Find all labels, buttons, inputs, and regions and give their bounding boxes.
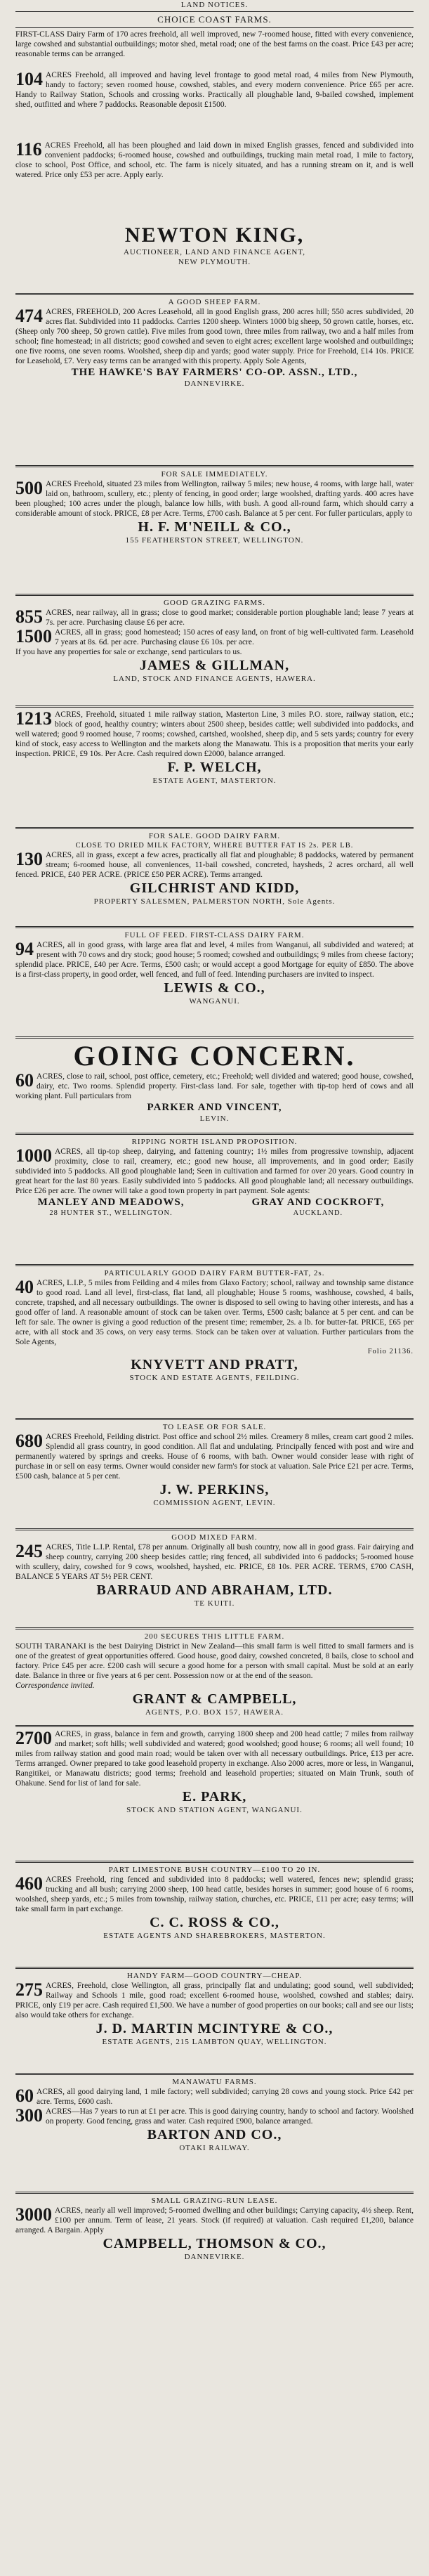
agent-title: LAND, STOCK AND FINANCE AGENTS, HAWERA. [113, 675, 316, 683]
coast-heading: CHOICE COAST FARMS. [157, 14, 272, 25]
agent-name: MANLEY AND MEADOWS, [37, 1197, 185, 1208]
divider [15, 293, 414, 295]
divider [15, 1133, 414, 1135]
ad-heading: FOR SALE. GOOD DAIRY FARM. [148, 832, 281, 840]
divider [15, 594, 414, 596]
agent-name: J. D. MARTIN MCINTYRE & CO., [95, 2021, 334, 2036]
ad-acreage: 855 [15, 606, 43, 627]
ad-acreage: 2700 [15, 1729, 52, 1748]
ad-acreage: 60 [15, 2086, 34, 2106]
agent-title: PROPERTY SALESMEN, PALMERSTON NORTH, Sole Agents. [93, 897, 336, 906]
agent-name: KNYVETT AND PRATT, [131, 1357, 298, 1372]
ad-acreage: 680 [15, 1431, 43, 1451]
agent-name: PARKER AND VINCENT, [147, 1102, 282, 1113]
ad-heading: FULL OF FEED. FIRST-CLASS DAIRY FARM. [124, 931, 305, 939]
ad-text: ACRES Freehold, all has been ploughed and laid down in mixed English grasses, fenced and subdivided into convenient paddocks; 6-roomed house, cowshed and outbuildings, trucking main metal road, 1 mile to factory, close to school, Post Office, and school, etc. The farm is nicely situated, and has a running stream on it, and is well watered. Price only £53 per acre. Apply early. [15, 141, 414, 179]
agent-name: LEWIS & CO., [164, 980, 265, 996]
agent-name: JAMES & GILLMAN, [139, 658, 290, 673]
ad-text: ACRES, Freehold, situated 1 mile railway station, Masterton Line, 3 miles P.O. store, railway station, etc.; block of good, healthy country; winters about 2500 sheep, besides cattle; well subdivided into paddocks, and well watered; good 9 roomed house, 7 rooms; cowshed, cartshed, woolshed, sheep dip, and 5 sets yards; country for every kind of stock, easy access to Wellington and the markets along the Manawatu. This is a proposition that merits your early inspection. PRICE, £9 10s. Per Acre. Cash required down £2000, balance arranged. [15, 710, 414, 758]
agent-name: BARTON AND CO., [147, 2127, 282, 2142]
ad-acreage: 245 [15, 1541, 43, 1561]
ad-text: ACRES, all good dairying land, 1 mile factory; well subdivided; carrying 28 cows and young stock. Price £42 per acre. Terms, £600 cash. [37, 2088, 414, 2106]
ad-gilchrist [15, 831, 414, 924]
ad-note: Correspondence invited. [15, 1681, 95, 1690]
agent-name: CAMPBELL, THOMSON & CO., [103, 2236, 326, 2251]
agent-name: C. C. ROSS & CO., [150, 1915, 279, 1930]
ad-text: ACRES, FREEHOLD, 200 Acres Leasehold, all in good English grass, 200 acres hill; 550 acres subdivided, 20 acres flat. Subdivided into 11 paddocks. Carries 1200 sheep. Winters 1000 big sheep, 50 grown cattle, horses, etc. (Sheep only 700 sheep, 50 grown cattle). Five miles from good town, three miles from railway, two and a half miles from school; fine homestead; in all districts; good cowshed and seven to eight acres; excellent large woolshed and outbuildings; one five rooms, one seven rooms. Woolshed, sheep dip and yards; good water supply. Price for Freehold, £14 10s. PRICE for Leasehold, £7. Very easy terms can be arranged with this property. Apply Sole Agents, [15, 308, 414, 365]
ad-text: ACRES, in grass, balance in fern and growth, carrying 1800 sheep and 200 head cattle; 7 miles from railway and market; soft hills; well subdivided and watered; good woolshed; good house; 6 rooms; all well found; 10 miles from railway station and good main road; would be taken over with all necessary outbuildings. Price, £13 per acre. Terms arranged. Owner prepared to take good leasehold property in exchange. Also 2000 acres, more or less, in Wanganui, Rangitikei, or Manawatu districts; good terms; freehold and leasehold properties; situated on Main Trunk, south of Ohakune. Send for list of land for sale. [15, 1730, 414, 1788]
ad-acreage: 460 [15, 1873, 43, 1894]
ad-heading: SMALL GRAZING-RUN LEASE. [151, 2197, 278, 2205]
ad-heading: PARTICULARLY GOOD DAIRY FARM BUTTER-FAT, 2s. [104, 1269, 325, 1277]
ad-heading: RIPPING NORTH ISLAND PROPOSITION. [131, 1138, 298, 1146]
ad-text: ACRES, L.I.P., 5 miles from Feilding and 4 miles from Glaxo Factory; school, railway and township same distance to good road. Land all level, first-class, flat land, all ploughable; House 5 rooms, washhouse, cowshed, 4 bails, concrete, trapshed, and all necessary outbuildings. The owner is disposed to sell owing to having other interests, and has a good offer of land. A reasonable amount of stock can be taken over. Terms, £500 cash; balance at 5 per cent. and can be left for sale. The owner is giving a good reduction of the present time; remember, 2s. a lb. for butter-fat. PRICE, £65 per acre, with all stock and 35 cows, on very easy terms. Stock can be taken over at valuation. Further particulars from the Sole Agents, [15, 1279, 414, 1346]
ad-heading: FOR SALE IMMEDIATELY. [161, 470, 268, 479]
divider [15, 1967, 414, 1969]
ad-park [15, 1729, 414, 1859]
agent-title: STOCK AND ESTATE AGENTS, FEILDING. [129, 1374, 300, 1382]
divider [15, 1418, 414, 1420]
agent-name: F. P. WELCH, [167, 760, 262, 775]
ad-text: ACRES, near railway, all in grass; close to good market; considerable portion ploughable land; lease 7 years at 7s. per acre. Purchasing clause £6 per acre. [46, 609, 414, 627]
ad-note: If you have any properties for sale or exchange, send particulars to us. [15, 648, 242, 656]
ad-text: FIRST-CLASS Dairy Farm of 170 acres freehold, all well improved, new 7-roomed house, fitted with every convenience, large cowshed and substantial outbuildings; motor shed, metal road; one of the best farms on the coast. Price £43 per acre; reasonable terms can be arranged. [15, 30, 414, 58]
agent-name: GRAY AND COCKROFT, [251, 1197, 385, 1208]
ad-text: ACRES, nearly all well improved; 5-roomed dwelling and other buildings; Carrying capacity, 4½ sheep. Rent, £100 per annum. Term of lease, 21 years. Stock (if required) at valuation. Cash required £1,200, balance arranged. A Bargain. Apply [15, 2206, 414, 2235]
agent-title: COMMISSION AGENT, LEVIN. [153, 1499, 276, 1507]
ad-acreage: 1500 [15, 626, 52, 646]
ad-heading: GOOD MIXED FARM. [171, 1533, 258, 1542]
ad-heading: HANDY FARM—GOOD COUNTRY—CHEAP. [126, 1972, 303, 1980]
ad-mneill [15, 469, 414, 592]
divider [15, 827, 414, 829]
section-header: LAND NOTICES. [180, 1, 249, 9]
ad-heading: MANAWATU FARMS. [172, 2078, 257, 2086]
ad-subheading: CLOSE TO DRIED MILK FACTORY, WHERE BUTTER FAT IS 2s. PER LB. [75, 842, 354, 850]
ad-text: ACRES Freehold, all improved and having level frontage to good metal road, 4 miles from New Plymouth, handy to factory; seven roomed house, cowshed, stables, and every modern convenience. Price £65 per acre. Handy to Railway Station, Schools and crossing works. Practically all ploughable land, 9-bailed cowshed, implement shed, outfitted and where 7 paddocks. Reasonable deposit £1500. [15, 71, 414, 109]
ad-barton [15, 2077, 414, 2190]
ad-heading: GOOD GRAZING FARMS. [163, 599, 265, 607]
divider [15, 926, 414, 928]
agent-address: 28 HUNTER ST., WELLINGTON. [49, 1209, 173, 1217]
ad-heading: 200 SECURES THIS LITTLE FARM. [144, 1632, 285, 1641]
divider [15, 705, 414, 708]
ad-acreage: 104 [15, 70, 43, 89]
divider [15, 2192, 414, 2194]
ad-acreage: 130 [15, 849, 43, 869]
ad-text: ACRES Freehold, ring fenced and subdivided into 8 paddocks; well watered, fences new; splendid grass; trucking and all bush; carrying 2000 sheep, 100 head cattle, besides horses in summer; good house of 6 rooms, woolshed, sheep yards, etc.; 5 miles from township, railway station, churches, etc. PRICE, £11 per acre; easy terms; will take small farm in part exchange. [15, 1875, 414, 1913]
agent-name: J. W. PERKINS, [159, 1482, 270, 1497]
ad-acreage: 500 [15, 478, 43, 498]
agent-place: NEW PLYMOUTH. [178, 258, 251, 266]
ad-acreage: 1000 [15, 1145, 52, 1166]
agent-place: LEVIN. [199, 1114, 230, 1123]
ad-gillman [15, 598, 414, 703]
agents-pair [15, 1196, 414, 1218]
agent-title: ESTATE AGENTS, 215 LAMBTON QUAY, WELLINGTON. [102, 2038, 327, 2046]
agent-name: H. F. M'NEILL & CO., [138, 519, 291, 535]
ad-heading: GOING CONCERN. [73, 1041, 356, 1072]
divider [15, 1861, 414, 1863]
ad-acreage: 3000 [15, 2204, 52, 2225]
ad-acreage: 116 [15, 141, 42, 160]
divider [15, 1036, 414, 1039]
ad-acreage: 94 [15, 939, 34, 959]
ad-text: ACRES, all in grass; good homestead; 150 acres of easy land, on front of big well-cultivated farm. Leasehold 7 years at 8s. 6d. per acre. Purchasing clause £6 10s. per acre. [55, 628, 414, 646]
ad-campbell [15, 2196, 414, 2282]
ad-knyvett [15, 1268, 414, 1416]
ad-perkins [15, 1422, 414, 1526]
divider [15, 1528, 414, 1530]
agent-name: BARRAUD AND ABRAHAM, LTD. [96, 1582, 333, 1598]
divider [15, 11, 414, 12]
divider [15, 1725, 414, 1727]
ad-acreage: 40 [15, 1277, 34, 1297]
divider [15, 1264, 414, 1266]
agent-place: OTAKI RAILWAY. [179, 2144, 250, 2152]
ad-coast-3 [15, 141, 414, 223]
ad-acreage: 60 [15, 1070, 34, 1091]
agent-name: GRANT & CAMPBELL, [132, 1691, 297, 1707]
ad-heading: PART LIMESTONE BUSH COUNTRY—£100 TO 20 IN. [108, 1866, 321, 1874]
agent-place: WANGANUI. [189, 997, 240, 1006]
ad-acreage: 1213 [15, 710, 52, 729]
ad-lewis [15, 930, 414, 1034]
ad-barraud [15, 1533, 414, 1625]
ad-text: ACRES, all in good grass, with large area flat and level, 4 miles from Wanganui, all subdivided and watered; at present with 70 cows and dry stock; good house; 5 roomed; cowshed and outbuildings; 9 miles from cheese factory; splendid place. PRICE, £40 per Acre. Terms, £500 cash; or would accept a good Mortgage for equity of £850. The above is a first-class property, in good order, well fenced, and full of feed. Intending purchasers are invited to inspect. [15, 941, 414, 979]
agent-title: ESTATE AGENT, MASTERTON. [152, 776, 277, 785]
agent-title: ESTATE AGENTS AND SHAREBROKERS, MASTERTON. [103, 1932, 326, 1940]
agent-name: GILCHRIST AND KIDD, [129, 880, 300, 896]
agent-address: 155 FEATHERSTON STREET, WELLINGTON. [125, 536, 304, 545]
agent-place: TE KUITI. [194, 1599, 235, 1608]
ad-text: ACRES, Freehold, close Wellington, all grass, principally flat and undulating; good sound, well subdivided; Railway and Schools 1 mile, good road; excellent 6-roomed house, woolshed, cowshed and stables; dairy. PRICE, only £19 per acre. Cash required £1,500. We have a number of good properties on our books; call and see our lists; also would take others for exchange. [15, 1982, 414, 2019]
ad-text: ACRES Freehold, situated 23 miles from Wellington, railway 5 miles; new house, 4 rooms, with large hall, water laid on, bathroom, scullery, etc.; plenty of fencing, in good order; large woolshed, drafting yards. 400 acres have been ploughed; 100 acres under the plough, balance low hills, with bush. A good all-round farm, which should carry a considerable amount of stock. PRICE, £8 per Acre. Terms, £700 cash. Balance at 5 per cent. For fuller particulars, apply to [15, 480, 414, 518]
ad-coast-2 [15, 70, 414, 141]
ad-text: ACRES, Title L.I.P. Rental, £78 per annum. Originally all bush country, now all in good grass. Fair dairying and sheep country, carrying 200 sheep besides cattle; ring fenced, all subdivided into 6 paddocks; 5-roomed house with scullery, dairy, cowshed for 9 cows, woolshed, hayshed, etc. PRICE, £8 10s. PER ACRE. TERMS, £700 CASH, BALANCE 5 YEARS AT 5½ PER CENT. [15, 1543, 414, 1581]
divider [15, 1627, 414, 1629]
agent-title: STOCK AND STATION AGENT, WANGANUI. [126, 1806, 303, 1814]
ad-sheep-farm [15, 297, 414, 463]
divider [15, 465, 414, 467]
ad-heading: TO LEASE OR FOR SALE. [162, 1423, 267, 1431]
ad-coast-1 [15, 30, 414, 70]
ad-parker [15, 1041, 414, 1131]
agent-name: E. PARK, [182, 1789, 247, 1804]
ad-welch [15, 710, 414, 825]
agent-name: THE HAWKE'S BAY FARMERS' CO-OP. ASSN., LTD., [71, 367, 358, 378]
divider [15, 27, 414, 28]
agent-address: AUCKLAND. [293, 1209, 343, 1217]
ad-heading: A GOOD SHEEP FARM. [168, 298, 261, 306]
divider [15, 2073, 414, 2075]
agent-name: NEWTON KING, [124, 223, 305, 247]
ad-martin [15, 1971, 414, 2071]
agent-title: AGENTS, P.O. BOX 157, HAWERA. [145, 1708, 284, 1717]
ad-acreage: 275 [15, 1979, 43, 2000]
ad-acreage: 474 [15, 306, 43, 326]
ad-text: ACRES Freehold, Feilding district. Post office and school 2½ miles. Creamery 8 miles, cream cart good 2 miles. Splendid all grass country, in good condition. All flat and undulating. Principally fenced with post and wire and permanently watered by springs and creeks. House of 6 rooms, with bath. Owner would consider lease with right of purchase in or sell on easy terms. Owner would consider new farm's for stock at valuation. Sale Price £21 per acre. Terms, £500 cash, balance at 5 per cent. [15, 1433, 414, 1481]
ad-text: ACRES, all in grass, except a few acres, practically all flat and ploughable; 8 paddocks, watered by permanent stream; 6-roomed house, all conveniences, 11-bail cowshed, concreted, haysheds, 2 acres orchard, all well fenced. PRICE, £40 PER ACRE. (PRICE £50 PER ACRE). Terms arranged. [15, 851, 414, 879]
agent-newton-king [15, 223, 414, 291]
agent-place: DANNEVIRKE. [184, 2253, 245, 2261]
agent-title: AUCTIONEER, LAND AND FINANCE AGENT, [123, 248, 306, 256]
ad-text: ACRES, all tip-top sheep, dairying, and fattening country; 1½ miles from progressive township, adjacent proximity, close to rail, creamery, etc.; good new house, all improvements, and in good order; Easily subdivided into 5 paddocks. All good ploughable land; Seen in cultivation and farmed for over 20 years. Good country in great heart for the last 80 years. Easily subdivided into 5 paddocks. All good ploughable land; all necessary outbuildings. Price £26 per acre. The owner will take a good town property in part payment. Sole agents: [15, 1147, 414, 1195]
ad-text: ACRES, close to rail, school, post office, cemetery, etc.; Freehold; well divided and watered; good house, cowshed, dairy, etc. Two rooms. Splendid property. First-class land. For sale, together with tip-top herd of cows and all working plant. Full particulars from [15, 1072, 414, 1100]
ad-acreage: 300 [15, 2105, 43, 2126]
agent-place: DANNEVIRKE. [184, 379, 245, 388]
ad-manley [15, 1137, 414, 1262]
ad-text: SOUTH TARANAKI is the best Dairying District in New Zealand—this small farm is well fitted to small farmers and is one of the greatest of great opportunities offered. Good house, good dairy, cowshed concreted, 8 bails, close to school and factory. Price £45 per acre. £200 cash will secure a good home for a person with small capital. Must be sold at an early date. Balance in three or five years at 6 per cent. Possession now or at the end of the season. [15, 1642, 414, 1680]
ad-reference: Folio 21136. [367, 1348, 414, 1355]
ad-grant [15, 1632, 414, 1723]
ad-ross [15, 1865, 414, 1965]
ad-text: ACRES—Has 7 years to run at £1 per acre. This is good dairying country, handy to school and factory. Woolshed on property. Good fencing, grass and water. Cash required £900, balance arranged. [46, 2107, 414, 2126]
